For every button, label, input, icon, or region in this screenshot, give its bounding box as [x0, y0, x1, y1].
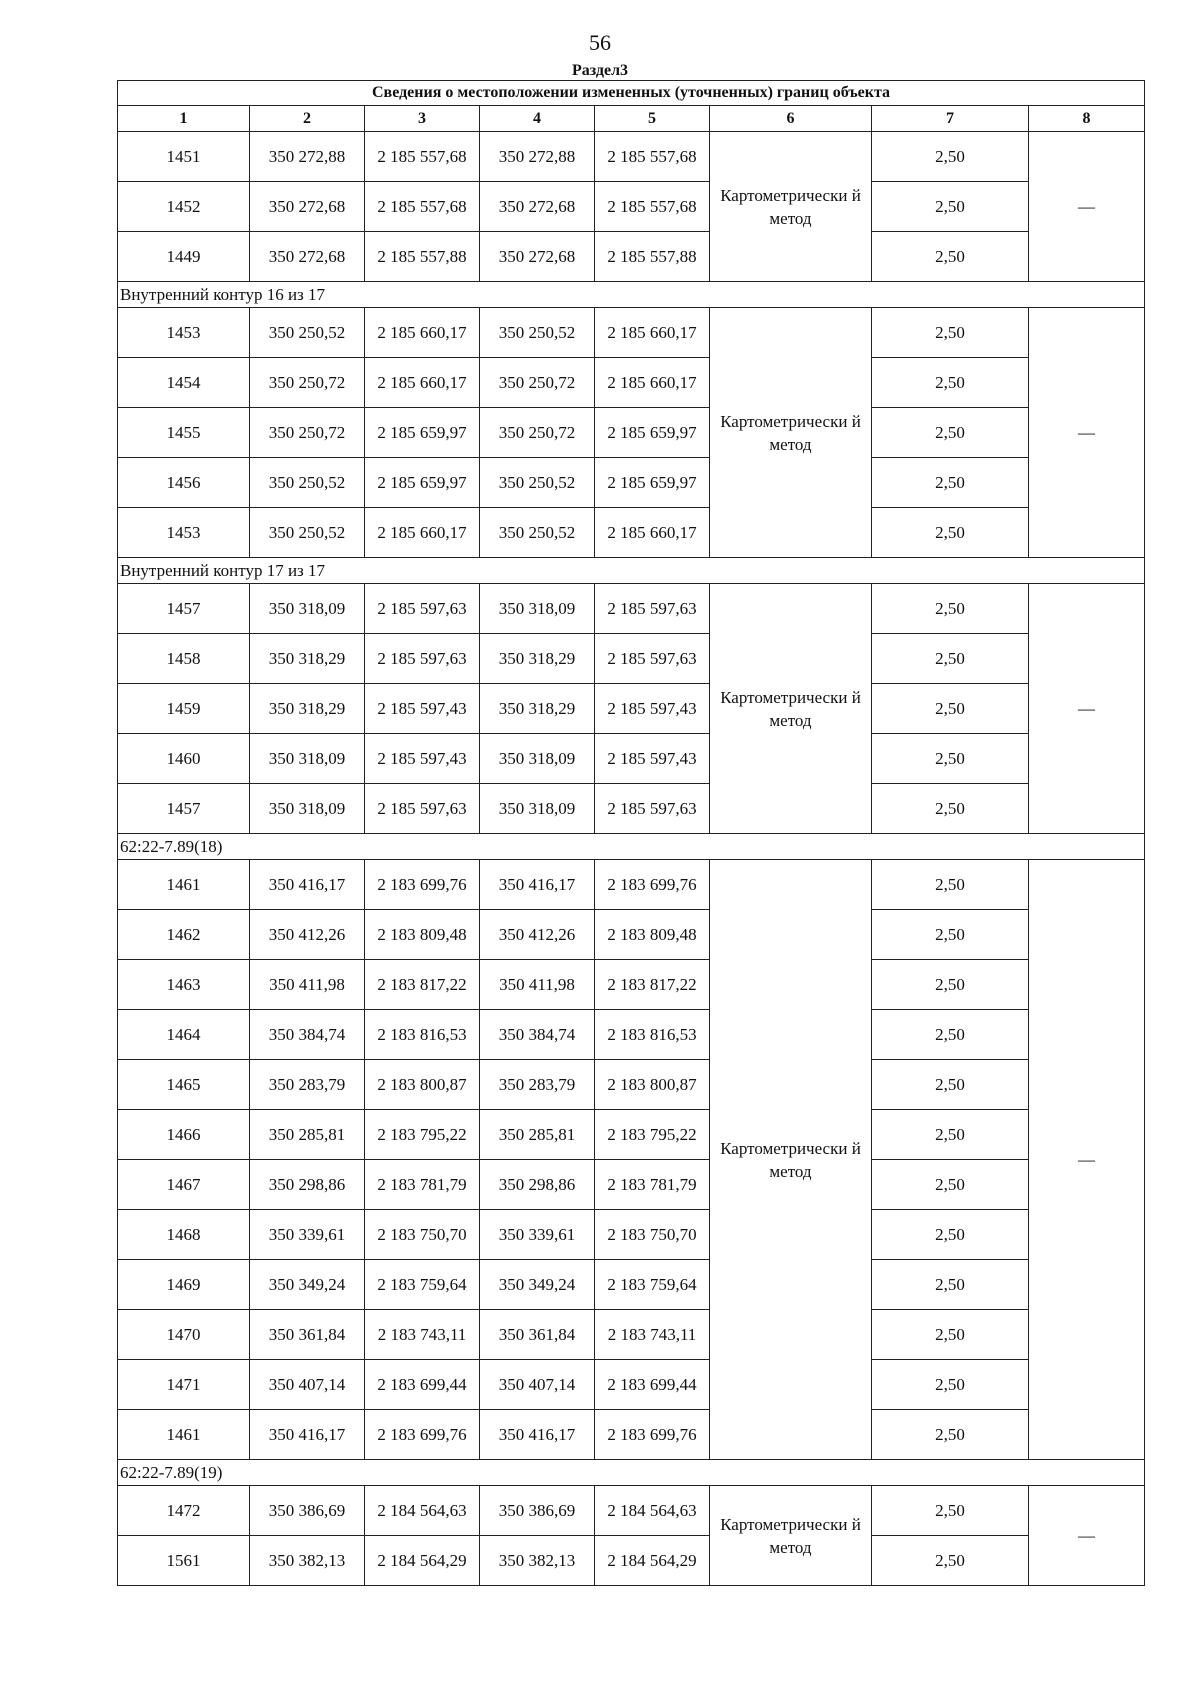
contour-heading-row: [118, 282, 1145, 308]
accuracy-cell: 2,50: [872, 1210, 1029, 1260]
y-old-cell: 2 185 597,43: [365, 684, 480, 734]
x-new-cell: 350 250,52: [480, 308, 595, 358]
table-row: [118, 182, 1145, 232]
x-new-cell: 350 285,81: [480, 1110, 595, 1160]
point-number-cell: 1460: [118, 734, 250, 784]
accuracy-cell: 2,50: [872, 1486, 1029, 1536]
y-old-cell: 2 185 597,63: [365, 584, 480, 634]
x-new-cell: 350 250,52: [480, 458, 595, 508]
point-number-cell: 1453: [118, 308, 250, 358]
accuracy-cell: 2,50: [872, 860, 1029, 910]
contour-heading: Внутренний контур 16 из 17: [118, 282, 1145, 308]
x-old-cell: 350 382,13: [250, 1536, 365, 1586]
y-new-cell: 2 183 699,76: [595, 860, 710, 910]
y-old-cell: 2 185 660,17: [365, 308, 480, 358]
x-old-cell: 350 339,61: [250, 1210, 365, 1260]
x-old-cell: 350 349,24: [250, 1260, 365, 1310]
table-caption: Сведения о местоположении измененных (уточненных) границ объекта: [118, 81, 1145, 106]
page-number: 56: [589, 30, 611, 55]
note-cell: —: [1029, 584, 1145, 834]
y-old-cell: 2 185 659,97: [365, 458, 480, 508]
y-old-cell: 2 185 597,43: [365, 734, 480, 784]
table-row: [118, 784, 1145, 834]
y-new-cell: 2 183 759,64: [595, 1260, 710, 1310]
x-old-cell: 350 272,68: [250, 182, 365, 232]
y-new-cell: 2 183 800,87: [595, 1060, 710, 1110]
contour-heading: 62:22-7.89(18): [118, 834, 1145, 860]
x-new-cell: 350 250,52: [480, 508, 595, 558]
y-old-cell: 2 185 597,63: [365, 634, 480, 684]
y-new-cell: 2 185 597,43: [595, 734, 710, 784]
point-number-cell: 1467: [118, 1160, 250, 1210]
y-old-cell: 2 183 809,48: [365, 910, 480, 960]
contour-heading-row: [118, 558, 1145, 584]
point-number-cell: 1457: [118, 584, 250, 634]
y-new-cell: 2 185 659,97: [595, 458, 710, 508]
point-number-cell: 1462: [118, 910, 250, 960]
accuracy-cell: 2,50: [872, 784, 1029, 834]
y-new-cell: 2 185 660,17: [595, 358, 710, 408]
x-new-cell: 350 416,17: [480, 860, 595, 910]
accuracy-cell: 2,50: [872, 1010, 1029, 1060]
x-old-cell: 350 272,88: [250, 132, 365, 182]
x-new-cell: 350 272,88: [480, 132, 595, 182]
table-row: [118, 458, 1145, 508]
note-cell: —: [1029, 1486, 1145, 1586]
table-body: [118, 81, 1145, 1586]
y-new-cell: 2 185 557,68: [595, 132, 710, 182]
accuracy-cell: 2,50: [872, 584, 1029, 634]
accuracy-cell: 2,50: [872, 734, 1029, 784]
x-new-cell: 350 339,61: [480, 1210, 595, 1260]
x-old-cell: 350 361,84: [250, 1310, 365, 1360]
y-old-cell: 2 183 781,79: [365, 1160, 480, 1210]
accuracy-cell: 2,50: [872, 1360, 1029, 1410]
table-row: [118, 308, 1145, 358]
table-row: [118, 734, 1145, 784]
table-row: [118, 1160, 1145, 1210]
y-old-cell: 2 185 660,17: [365, 508, 480, 558]
table-row: [118, 232, 1145, 282]
y-new-cell: 2 184 564,63: [595, 1486, 710, 1536]
point-number-cell: 1469: [118, 1260, 250, 1310]
table-caption-row: [118, 81, 1145, 106]
method-cell: Картометрически й метод: [710, 308, 872, 558]
x-new-cell: 350 272,68: [480, 232, 595, 282]
table-row: [118, 1410, 1145, 1460]
point-number-cell: 1465: [118, 1060, 250, 1110]
y-new-cell: 2 183 699,76: [595, 1410, 710, 1460]
x-old-cell: 350 298,86: [250, 1160, 365, 1210]
y-old-cell: 2 183 817,22: [365, 960, 480, 1010]
column-number-4: 4: [480, 106, 595, 132]
x-new-cell: 350 412,26: [480, 910, 595, 960]
x-old-cell: 350 407,14: [250, 1360, 365, 1410]
table-row: [118, 634, 1145, 684]
x-old-cell: 350 250,72: [250, 408, 365, 458]
accuracy-cell: 2,50: [872, 308, 1029, 358]
column-number-6: 6: [710, 106, 872, 132]
table-row: [118, 1060, 1145, 1110]
table-row: [118, 358, 1145, 408]
table-row: [118, 408, 1145, 458]
y-new-cell: 2 183 795,22: [595, 1110, 710, 1160]
boundary-coordinates-table: [117, 80, 1145, 1586]
table-row: [118, 684, 1145, 734]
x-new-cell: 350 382,13: [480, 1536, 595, 1586]
point-number-cell: 1454: [118, 358, 250, 408]
point-number-cell: 1451: [118, 132, 250, 182]
accuracy-cell: 2,50: [872, 358, 1029, 408]
x-old-cell: 350 250,72: [250, 358, 365, 408]
column-number-5: 5: [595, 106, 710, 132]
accuracy-cell: 2,50: [872, 960, 1029, 1010]
y-old-cell: 2 183 800,87: [365, 1060, 480, 1110]
point-number-cell: 1472: [118, 1486, 250, 1536]
y-new-cell: 2 183 817,22: [595, 960, 710, 1010]
table-row: [118, 860, 1145, 910]
y-new-cell: 2 183 743,11: [595, 1310, 710, 1360]
accuracy-cell: 2,50: [872, 132, 1029, 182]
x-new-cell: 350 250,72: [480, 358, 595, 408]
x-old-cell: 350 318,29: [250, 634, 365, 684]
method-cell: Картометрически й метод: [710, 860, 872, 1460]
column-number-2: 2: [250, 106, 365, 132]
x-old-cell: 350 416,17: [250, 860, 365, 910]
y-old-cell: 2 185 557,68: [365, 132, 480, 182]
x-new-cell: 350 386,69: [480, 1486, 595, 1536]
column-numbers-row: [118, 106, 1145, 132]
x-old-cell: 350 272,68: [250, 232, 365, 282]
table-row: [118, 584, 1145, 634]
point-number-cell: 1453: [118, 508, 250, 558]
accuracy-cell: 2,50: [872, 1410, 1029, 1460]
table-row: [118, 1210, 1145, 1260]
x-new-cell: 350 298,86: [480, 1160, 595, 1210]
contour-heading: 62:22-7.89(19): [118, 1460, 1145, 1486]
note-cell: —: [1029, 308, 1145, 558]
y-old-cell: 2 183 699,44: [365, 1360, 480, 1410]
table-row: [118, 910, 1145, 960]
x-new-cell: 350 283,79: [480, 1060, 595, 1110]
y-new-cell: 2 183 781,79: [595, 1160, 710, 1210]
y-new-cell: 2 185 660,17: [595, 508, 710, 558]
y-new-cell: 2 185 597,63: [595, 634, 710, 684]
x-new-cell: 350 250,72: [480, 408, 595, 458]
accuracy-cell: 2,50: [872, 408, 1029, 458]
y-new-cell: 2 185 660,17: [595, 308, 710, 358]
table-row: [118, 1310, 1145, 1360]
y-new-cell: 2 185 557,68: [595, 182, 710, 232]
x-old-cell: 350 386,69: [250, 1486, 365, 1536]
y-old-cell: 2 183 743,11: [365, 1310, 480, 1360]
y-new-cell: 2 185 659,97: [595, 408, 710, 458]
y-old-cell: 2 185 597,63: [365, 784, 480, 834]
y-new-cell: 2 184 564,29: [595, 1536, 710, 1586]
y-old-cell: 2 183 816,53: [365, 1010, 480, 1060]
y-new-cell: 2 185 557,88: [595, 232, 710, 282]
x-new-cell: 350 318,09: [480, 784, 595, 834]
accuracy-cell: 2,50: [872, 1160, 1029, 1210]
x-old-cell: 350 384,74: [250, 1010, 365, 1060]
x-old-cell: 350 318,09: [250, 734, 365, 784]
x-new-cell: 350 384,74: [480, 1010, 595, 1060]
y-old-cell: 2 183 699,76: [365, 860, 480, 910]
column-number-3: 3: [365, 106, 480, 132]
x-new-cell: 350 361,84: [480, 1310, 595, 1360]
note-cell: —: [1029, 860, 1145, 1460]
point-number-cell: 1463: [118, 960, 250, 1010]
y-old-cell: 2 183 759,64: [365, 1260, 480, 1310]
column-number-1: 1: [118, 106, 250, 132]
table-row: [118, 1010, 1145, 1060]
x-new-cell: 350 411,98: [480, 960, 595, 1010]
contour-heading-row: [118, 1460, 1145, 1486]
y-old-cell: 2 185 557,88: [365, 232, 480, 282]
accuracy-cell: 2,50: [872, 634, 1029, 684]
point-number-cell: 1470: [118, 1310, 250, 1360]
contour-heading-row: [118, 834, 1145, 860]
x-old-cell: 350 250,52: [250, 308, 365, 358]
x-new-cell: 350 318,09: [480, 584, 595, 634]
section-title: Раздел3: [571, 62, 629, 79]
y-old-cell: 2 185 660,17: [365, 358, 480, 408]
x-old-cell: 350 318,09: [250, 584, 365, 634]
note-cell: —: [1029, 132, 1145, 282]
point-number-cell: 1466: [118, 1110, 250, 1160]
x-old-cell: 350 412,26: [250, 910, 365, 960]
y-old-cell: 2 184 564,29: [365, 1536, 480, 1586]
x-new-cell: 350 407,14: [480, 1360, 595, 1410]
y-old-cell: 2 183 750,70: [365, 1210, 480, 1260]
accuracy-cell: 2,50: [872, 910, 1029, 960]
y-old-cell: 2 183 795,22: [365, 1110, 480, 1160]
point-number-cell: 1459: [118, 684, 250, 734]
column-number-7: 7: [872, 106, 1029, 132]
accuracy-cell: 2,50: [872, 508, 1029, 558]
table-row: [118, 1536, 1145, 1586]
x-new-cell: 350 318,29: [480, 684, 595, 734]
point-number-cell: 1452: [118, 182, 250, 232]
x-old-cell: 350 283,79: [250, 1060, 365, 1110]
point-number-cell: 1455: [118, 408, 250, 458]
table-row: [118, 960, 1145, 1010]
accuracy-cell: 2,50: [872, 458, 1029, 508]
point-number-cell: 1458: [118, 634, 250, 684]
accuracy-cell: 2,50: [872, 1060, 1029, 1110]
x-old-cell: 350 250,52: [250, 508, 365, 558]
table-row: [118, 132, 1145, 182]
y-old-cell: 2 185 659,97: [365, 408, 480, 458]
x-new-cell: 350 318,09: [480, 734, 595, 784]
y-old-cell: 2 183 699,76: [365, 1410, 480, 1460]
point-number-cell: 1449: [118, 232, 250, 282]
table-row: [118, 1260, 1145, 1310]
method-cell: Картометрически й метод: [710, 584, 872, 834]
x-new-cell: 350 349,24: [480, 1260, 595, 1310]
accuracy-cell: 2,50: [872, 1260, 1029, 1310]
accuracy-cell: 2,50: [872, 1536, 1029, 1586]
column-number-8: 8: [1029, 106, 1145, 132]
point-number-cell: 1561: [118, 1536, 250, 1586]
y-new-cell: 2 185 597,63: [595, 584, 710, 634]
table-row: [118, 1486, 1145, 1536]
table-row: [118, 508, 1145, 558]
y-old-cell: 2 185 557,68: [365, 182, 480, 232]
accuracy-cell: 2,50: [872, 232, 1029, 282]
table-row: [118, 1110, 1145, 1160]
x-new-cell: 350 272,68: [480, 182, 595, 232]
y-new-cell: 2 183 816,53: [595, 1010, 710, 1060]
y-old-cell: 2 184 564,63: [365, 1486, 480, 1536]
point-number-cell: 1456: [118, 458, 250, 508]
method-cell: Картометрически й метод: [710, 1486, 872, 1586]
y-new-cell: 2 185 597,63: [595, 784, 710, 834]
x-old-cell: 350 416,17: [250, 1410, 365, 1460]
x-old-cell: 350 285,81: [250, 1110, 365, 1160]
table-row: [118, 1360, 1145, 1410]
x-old-cell: 350 318,29: [250, 684, 365, 734]
accuracy-cell: 2,50: [872, 1310, 1029, 1360]
y-new-cell: 2 183 699,44: [595, 1360, 710, 1410]
x-old-cell: 350 318,09: [250, 784, 365, 834]
method-cell: Картометрически й метод: [710, 132, 872, 282]
point-number-cell: 1457: [118, 784, 250, 834]
accuracy-cell: 2,50: [872, 1110, 1029, 1160]
y-new-cell: 2 185 597,43: [595, 684, 710, 734]
point-number-cell: 1468: [118, 1210, 250, 1260]
accuracy-cell: 2,50: [872, 684, 1029, 734]
point-number-cell: 1471: [118, 1360, 250, 1410]
y-new-cell: 2 183 750,70: [595, 1210, 710, 1260]
y-new-cell: 2 183 809,48: [595, 910, 710, 960]
x-old-cell: 350 411,98: [250, 960, 365, 1010]
x-new-cell: 350 318,29: [480, 634, 595, 684]
x-new-cell: 350 416,17: [480, 1410, 595, 1460]
x-old-cell: 350 250,52: [250, 458, 365, 508]
accuracy-cell: 2,50: [872, 182, 1029, 232]
point-number-cell: 1461: [118, 1410, 250, 1460]
contour-heading: Внутренний контур 17 из 17: [118, 558, 1145, 584]
point-number-cell: 1464: [118, 1010, 250, 1060]
point-number-cell: 1461: [118, 860, 250, 910]
